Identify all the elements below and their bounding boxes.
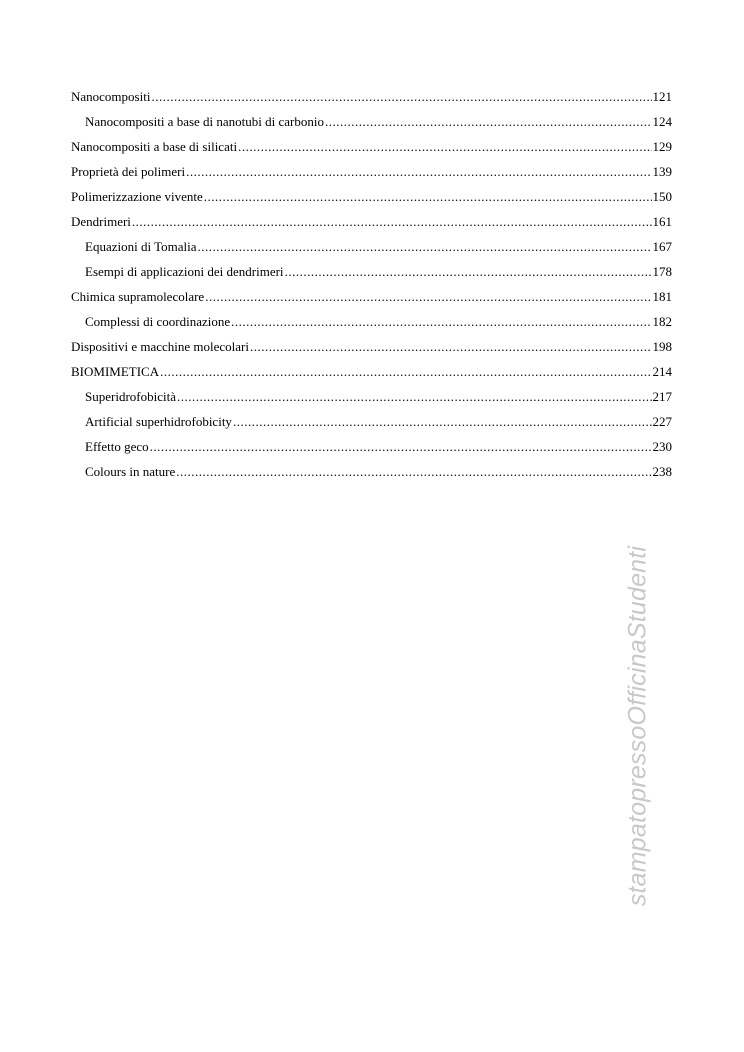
toc-entry-title: Nanocompositi a base di silicati (71, 139, 238, 154)
toc-entry-page-number: 230 (652, 439, 672, 454)
toc-entry-title: Polimerizzazione vivente (71, 189, 203, 204)
toc-entry-title: Complessi di coordinazione (85, 314, 231, 329)
toc-dot-leader (231, 312, 651, 332)
toc-dot-leader (150, 437, 652, 457)
toc-entry-title: BIOMIMETICA (71, 364, 160, 379)
toc-entry-colours-in-nature[interactable] (71, 462, 672, 487)
toc-dot-leader (198, 237, 652, 257)
toc-dot-leader (177, 387, 652, 407)
toc-entry-page-number: 129 (652, 139, 672, 154)
toc-entry-proprieta-polimeri[interactable] (71, 162, 672, 187)
toc-entry-page-number: 227 (652, 414, 672, 429)
toc-dot-leader (250, 337, 652, 357)
watermark-text: stampatopressoOfficinaStudenti (623, 545, 652, 907)
toc-entry-page-number: 198 (652, 339, 672, 354)
toc-dot-leader (238, 137, 651, 157)
toc-dot-leader (325, 112, 651, 132)
toc-entry-superidrofobicita[interactable] (71, 387, 672, 412)
toc-entry-page-number: 214 (652, 364, 672, 379)
toc-entry-dispositivi-macchine[interactable] (71, 337, 672, 362)
toc-dot-leader (285, 262, 652, 282)
toc-entry-page-number: 150 (652, 189, 672, 204)
toc-entry-page-number: 181 (652, 289, 672, 304)
toc-entry-title: Colours in nature (85, 464, 176, 479)
toc-entry-chimica-supramolecolare[interactable] (71, 287, 672, 312)
toc-entry-page-number: 217 (652, 389, 672, 404)
toc-dot-leader (151, 87, 651, 107)
toc-entry-page-number: 139 (652, 164, 672, 179)
toc-entry-nanocompositi[interactable] (71, 87, 672, 112)
toc-entry-page-number: 167 (652, 239, 672, 254)
toc-entry-title: Superidrofobicità (85, 389, 176, 404)
toc-entry-nanocompositi-silicati[interactable] (71, 137, 672, 162)
toc-entry-title: Dispositivi e macchine molecolari (71, 339, 249, 354)
toc-entry-effetto-geco[interactable] (71, 437, 672, 462)
toc-entry-title: Equazioni di Tomalia (85, 239, 197, 254)
toc-entry-page-number: 121 (652, 89, 672, 104)
toc-entry-title: Proprietà dei polimeri (71, 164, 186, 179)
toc-entry-complessi-coordinazione[interactable] (71, 312, 672, 337)
toc-dot-leader (186, 162, 651, 182)
toc-dot-leader (204, 187, 652, 207)
toc-dot-leader (160, 362, 651, 382)
toc-entry-biomimetica[interactable] (71, 362, 672, 387)
toc-entry-dendrimeri[interactable] (71, 212, 672, 237)
toc-dot-leader (205, 287, 651, 307)
table-of-contents (71, 87, 672, 487)
toc-entry-title: Esempi di applicazioni dei dendrimeri (85, 264, 284, 279)
toc-entry-polimerizzazione-vivente[interactable] (71, 187, 672, 212)
toc-entry-page-number: 238 (652, 464, 672, 479)
toc-dot-leader (176, 462, 651, 482)
toc-entry-esempi-dendrimeri[interactable] (71, 262, 672, 287)
toc-entry-title: Nanocompositi (71, 89, 151, 104)
toc-entry-title: Nanocompositi a base di nanotubi di carbonio (85, 114, 325, 129)
toc-entry-title: Artificial superhidrofobicity (85, 414, 232, 429)
toc-entry-equazioni-tomalia[interactable] (71, 237, 672, 262)
toc-entry-title: Effetto geco (85, 439, 149, 454)
toc-entry-page-number: 124 (652, 114, 672, 129)
toc-entry-nanocompositi-nanotubi[interactable] (71, 112, 672, 137)
toc-entry-page-number: 182 (652, 314, 672, 329)
toc-entry-page-number: 161 (652, 214, 672, 229)
toc-entry-title: Chimica supramolecolare (71, 289, 205, 304)
toc-dot-leader (233, 412, 652, 432)
toc-dot-leader (132, 212, 652, 232)
toc-entry-title: Dendrimeri (71, 214, 131, 229)
toc-entry-artificial-superhidrofobicity[interactable] (71, 412, 672, 437)
toc-entry-page-number: 178 (652, 264, 672, 279)
